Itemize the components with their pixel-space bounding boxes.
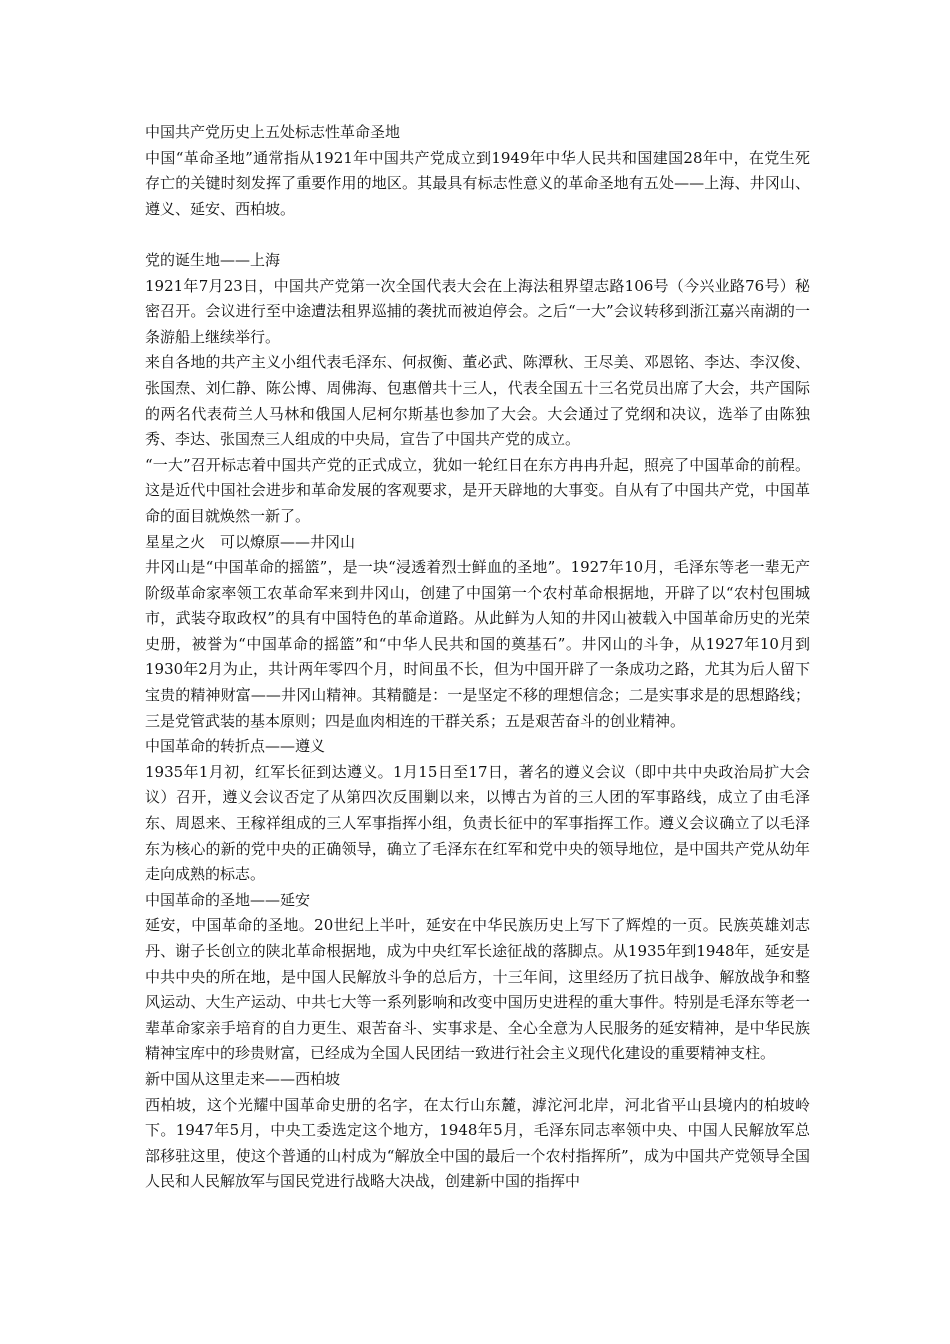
section-heading-zunyi: 中国革命的转折点——遵义 — [145, 737, 326, 756]
paragraph: 1935年1月初，红军长征到达遵义。1月15日至17日，著名的遵义会议（即中共中央政治局扩大会议）召开，遵义会议否定了从第四次反围剿以来，以博古为首的三人团的军事路线，成立了由毛泽东、周恩来、王稼祥组成的三人军事指挥小组，负责长征中的军事指挥工作。遵义会议确立了以毛泽东为核心的新的党中央的正确领导，确立了毛泽东在红军和党中央的领导地位，是中国共产党从幼年走向成熟的标志。 — [145, 762, 810, 884]
document-title: 中国共产党历史上五处标志性革命圣地 — [145, 123, 401, 141]
paragraph: 来自各地的共产主义小组代表毛泽东、何叔衡、董必武、陈潭秋、王尽美、邓恩铭、李达、李汉俊、张国焘、刘仁静、陈公博、周佛海、包惠僧共十三人，代表全国五十三名党员出席了大会，共产国际的两名代表荷兰人马林和俄国人尼柯尔斯基也参加了大会。大会通过了党纲和决议，选举了由陈独秀、李达、张国焘三人组成的中央局，宣告了中国共产党的成立。 — [145, 353, 810, 449]
intro-paragraph: 中国“革命圣地”通常指从1921年中国共产党成立到1949年中华人民共和国建国28年中，在党生死存亡的关键时刻发挥了重要作用的地区。其最具有标志性意义的革命圣地有五处——上海、井冈山、遵义、延安、西柏坡。 — [145, 148, 810, 218]
section-heading-xibaipo: 新中国从这里走来——西柏坡 — [145, 1069, 341, 1088]
section-heading-shanghai: 党的诞生地——上海 — [145, 250, 281, 269]
section-heading-jinggangshan: 星星之火 可以燎原——井冈山 — [145, 532, 356, 551]
blank-line — [145, 222, 810, 248]
document-page — [145, 120, 810, 1195]
paragraph: 1921年7月23日，中国共产党第一次全国代表大会在上海法租界望志路106号（今兴业路76号）秘密召开。会议进行至中途遭法租界巡捕的袭扰而被迫停会。之后“一大”会议转移到浙江嘉兴南湖的一条游船上继续举行。 — [145, 276, 810, 346]
section-heading-yanan: 中国革命的圣地——延安 — [145, 890, 311, 909]
paragraph: 井冈山是“中国革命的摇篮”，是一块“浸透着烈士鲜血的圣地”。1927年10月，毛泽东等老一辈无产阶级革命家率领工农革命军来到井冈山，创建了中国第一个农村革命根据地，开辟了以“农村包围城市，武装夺取政权”的具有中国特色的革命道路。从此鲜为人知的井冈山被载入中国革命历史的光荣史册，被誉为“中国革命的摇篮”和“中华人民共和国的奠基石”。井冈山的斗争，从1927年10月到1930年2月为止，共计两年零四个月，时间虽不长，但为中国开辟了一条成功之路，尤其为后人留下宝贵的精神财富——井冈山精神。其精髓是：一是坚定不移的理想信念；二是实事求是的思想路线；三是党管武装的基本原则；四是血肉相连的干群关系；五是艰苦奋斗的创业精神。 — [145, 558, 810, 730]
paragraph: “一大”召开标志着中国共产党的正式成立，犹如一轮红日在东方冉冉升起，照亮了中国革命的前程。这是近代中国社会进步和革命发展的客观要求，是开天辟地的大事变。自从有了中国共产党，中国革命的面目就焕然一新了。 — [145, 455, 810, 525]
paragraph: 延安，中国革命的圣地。20世纪上半叶，延安在中华民族历史上写下了辉煌的一页。民族英雄刘志丹、谢子长创立的陕北革命根据地，成为中央红军长途征战的落脚点。从1935年到1948年，延安是中共中央的所在地，是中国人民解放斗争的总后方，十三年间，这里经历了抗日战争、解放战争和整风运动、大生产运动、中共七大等一系列影响和改变中国历史进程的重大事件。特别是毛泽东等老一辈革命家亲手培育的自力更生、艰苦奋斗、实事求是、全心全意为人民服务的延安精神，是中华民族精神宝库中的珍贵财富，已经成为全国人民团结一致进行社会主义现代化建设的重要精神支柱。 — [145, 916, 810, 1063]
paragraph: 西柏坡，这个光耀中国革命史册的名字，在太行山东麓，滹沱河北岸，河北省平山县境内的柏坡岭下。1947年5月，中央工委选定这个地方，1948年5月，毛泽东同志率领中央、中国人民解放军总部移驻这里，使这个普通的山村成为“解放全中国的最后一个农村指挥所”，成为中国共产党领导全国人民和人民解放军与国民党进行战略大决战，创建新中国的指挥中 — [145, 1095, 810, 1191]
